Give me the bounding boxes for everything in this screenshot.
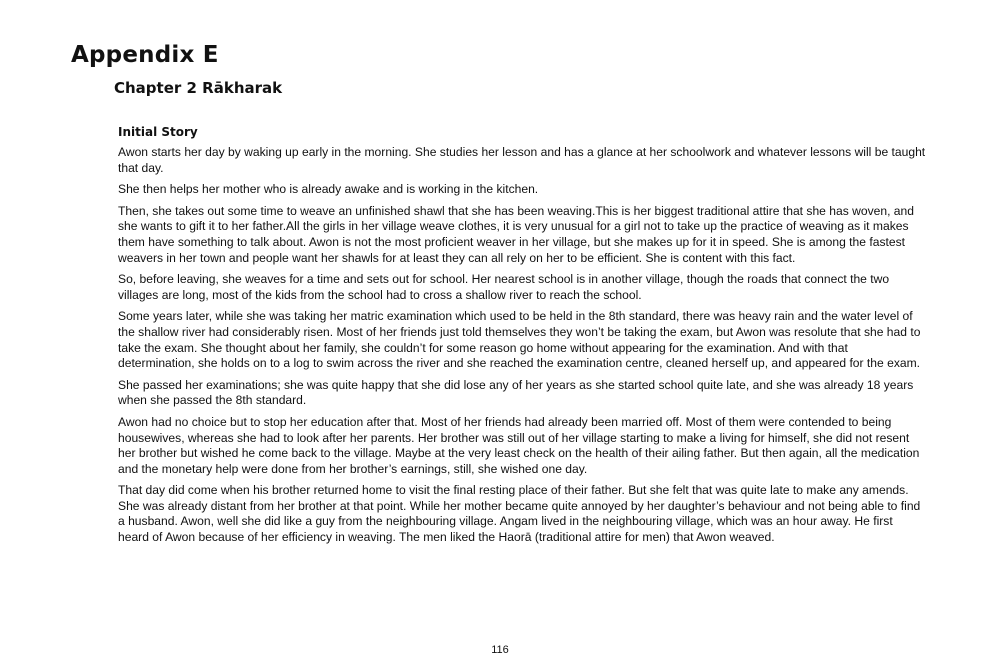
paragraph: Then, she takes out some time to weave an unfinished shawl that she has been weaving.This is her biggest traditional attire that she has woven, and she wants to gift it to her father.All the girls in her village weave clothes, it is very unusual for a girl not to take up the practice of weaving as it makes them have something to talk about. Awon is not the most proficient weaver in her village, but she makes up for it in speed. She is among the fastest weavers in her town and people want her shawls for at least they can all rely on her to be efficient. She is content with this fact. bbox=[118, 203, 914, 265]
paragraph: Some years later, while she was taking her matric examination which used to be held in the 8th standard, there was heavy rain and the water level of the shallow river had considerably risen. Most of her friends just told themselves they won’t be taking the exam, but Awon was resolute that she had to take the exam. She thought about her family, she couldn’t for some reason go home without appearing for the examination. And with that determination, she holds on to a log to swim across the river and she reached the examination centre, cleaned herself up, and appeared for the exam. bbox=[118, 309, 921, 371]
paragraph: Awon starts her day by waking up early in the morning. She studies her lesson and has a glance at her schoolwork and whatever lessons will be taught that day. bbox=[118, 145, 926, 175]
paragraph: Awon had no choice but to stop her education after that. Most of her friends had already been married off. Most of them were contended to being housewives, whereas she had to look after her parents. Her brother was still out of her village starting to make a living for himself, she did not resent her brother but wished he come back to the village. Maybe at the very least check on the health of their ailing father. But then again, all the medication and the monetary help were done from her brother’s earnings, still, she wished one day. bbox=[118, 414, 920, 476]
paragraph: So, before leaving, she weaves for a time and sets out for school. Her nearest school is in another village, though the roads that connect the two villages are long, most of the kids from the school had to cross a shallow river to reach the school. bbox=[118, 272, 890, 302]
paragraph: That day did come when his brother returned home to visit the final resting place of their father. But she felt that was quite late to make any amends. She was already distant from her brother at that point. While her mother became quite annoyed by her daughter’s behaviour and not being able to find a husband. Awon, well she did like a guy from the neighbouring village. Angam lived in the neighbouring village, which was an hour away. He first heard of Awon because of her efficiency in weaving. The men liked the Haorā (traditional attire for men) that Awon weaved. bbox=[118, 483, 921, 545]
story-content bbox=[118, 125, 926, 552]
page-number: 116 bbox=[491, 644, 509, 656]
paragraph: She then helps her mother who is already awake and is working in the kitchen. bbox=[118, 182, 539, 197]
paragraph: She passed her examinations; she was quite happy that she did lose any of her years as she started school quite late, and she was already 18 years when she passed the 8th standard. bbox=[118, 377, 914, 408]
chapter-title: Chapter 2 Rākharak bbox=[114, 79, 283, 97]
appendix-title: Appendix E bbox=[71, 42, 219, 68]
section-heading: Initial Story bbox=[118, 125, 198, 139]
